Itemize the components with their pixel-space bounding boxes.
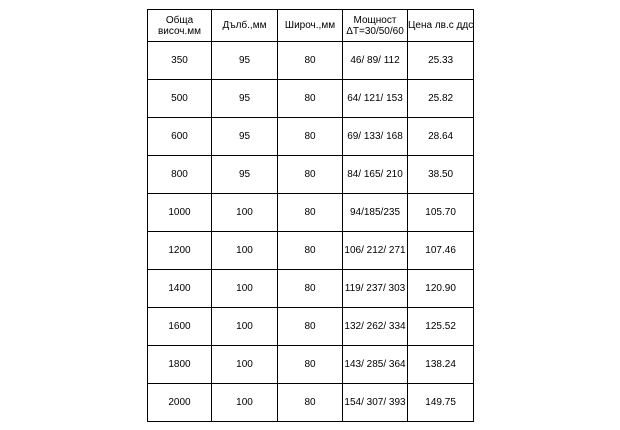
cell-power: 94/185/235	[343, 194, 408, 232]
cell-depth: 100	[212, 346, 278, 384]
header-price: Цена лв.с ддс	[408, 10, 474, 42]
cell-price: 107.46	[408, 232, 474, 270]
header-width: Широч.,мм	[278, 10, 343, 42]
table-row	[148, 80, 474, 118]
cell-depth: 100	[212, 270, 278, 308]
cell-depth: 100	[212, 384, 278, 422]
cell-depth: 100	[212, 194, 278, 232]
cell-depth: 95	[212, 80, 278, 118]
cell-power: 143/ 285/ 364	[343, 346, 408, 384]
cell-power: 64/ 121/ 153	[343, 80, 408, 118]
table-row	[148, 232, 474, 270]
cell-total-height: 500	[148, 80, 212, 118]
cell-power: 46/ 89/ 112	[343, 42, 408, 80]
header-depth: Дълб.,мм	[212, 10, 278, 42]
cell-depth: 95	[212, 118, 278, 156]
cell-total-height: 800	[148, 156, 212, 194]
cell-width: 80	[278, 118, 343, 156]
table-row	[148, 346, 474, 384]
cell-price: 149.75	[408, 384, 474, 422]
cell-width: 80	[278, 270, 343, 308]
cell-total-height: 350	[148, 42, 212, 80]
cell-power: 119/ 237/ 303	[343, 270, 408, 308]
cell-depth: 95	[212, 156, 278, 194]
table-row	[148, 384, 474, 422]
cell-price: 38.50	[408, 156, 474, 194]
cell-power: 154/ 307/ 393	[343, 384, 408, 422]
cell-width: 80	[278, 80, 343, 118]
cell-power: 106/ 212/ 271	[343, 232, 408, 270]
table-row	[148, 42, 474, 80]
cell-total-height: 600	[148, 118, 212, 156]
cell-price: 25.82	[408, 80, 474, 118]
header-power: Мощност ΔT=30/50/60	[343, 10, 408, 42]
cell-total-height: 1600	[148, 308, 212, 346]
cell-price: 105.70	[408, 194, 474, 232]
table-row	[148, 270, 474, 308]
table-row	[148, 156, 474, 194]
cell-power: 69/ 133/ 168	[343, 118, 408, 156]
cell-depth: 100	[212, 232, 278, 270]
table-row	[148, 194, 474, 232]
cell-width: 80	[278, 194, 343, 232]
cell-price: 28.64	[408, 118, 474, 156]
cell-depth: 95	[212, 42, 278, 80]
cell-power: 132/ 262/ 334	[343, 308, 408, 346]
table-row	[148, 308, 474, 346]
cell-total-height: 2000	[148, 384, 212, 422]
cell-price: 120.90	[408, 270, 474, 308]
cell-total-height: 1400	[148, 270, 212, 308]
cell-width: 80	[278, 232, 343, 270]
cell-price: 25.33	[408, 42, 474, 80]
header-row	[148, 10, 474, 42]
cell-depth: 100	[212, 308, 278, 346]
cell-price: 125.52	[408, 308, 474, 346]
cell-price: 138.24	[408, 346, 474, 384]
cell-width: 80	[278, 42, 343, 80]
cell-total-height: 1200	[148, 232, 212, 270]
cell-power: 84/ 165/ 210	[343, 156, 408, 194]
cell-width: 80	[278, 384, 343, 422]
table-header	[148, 10, 474, 42]
table-body	[148, 42, 474, 422]
cell-total-height: 1800	[148, 346, 212, 384]
cell-width: 80	[278, 308, 343, 346]
spec-table-container	[147, 9, 474, 422]
header-total-height: Обща височ.мм	[148, 10, 212, 42]
cell-width: 80	[278, 346, 343, 384]
cell-total-height: 1000	[148, 194, 212, 232]
table-row	[148, 118, 474, 156]
spec-table	[147, 9, 474, 422]
cell-width: 80	[278, 156, 343, 194]
